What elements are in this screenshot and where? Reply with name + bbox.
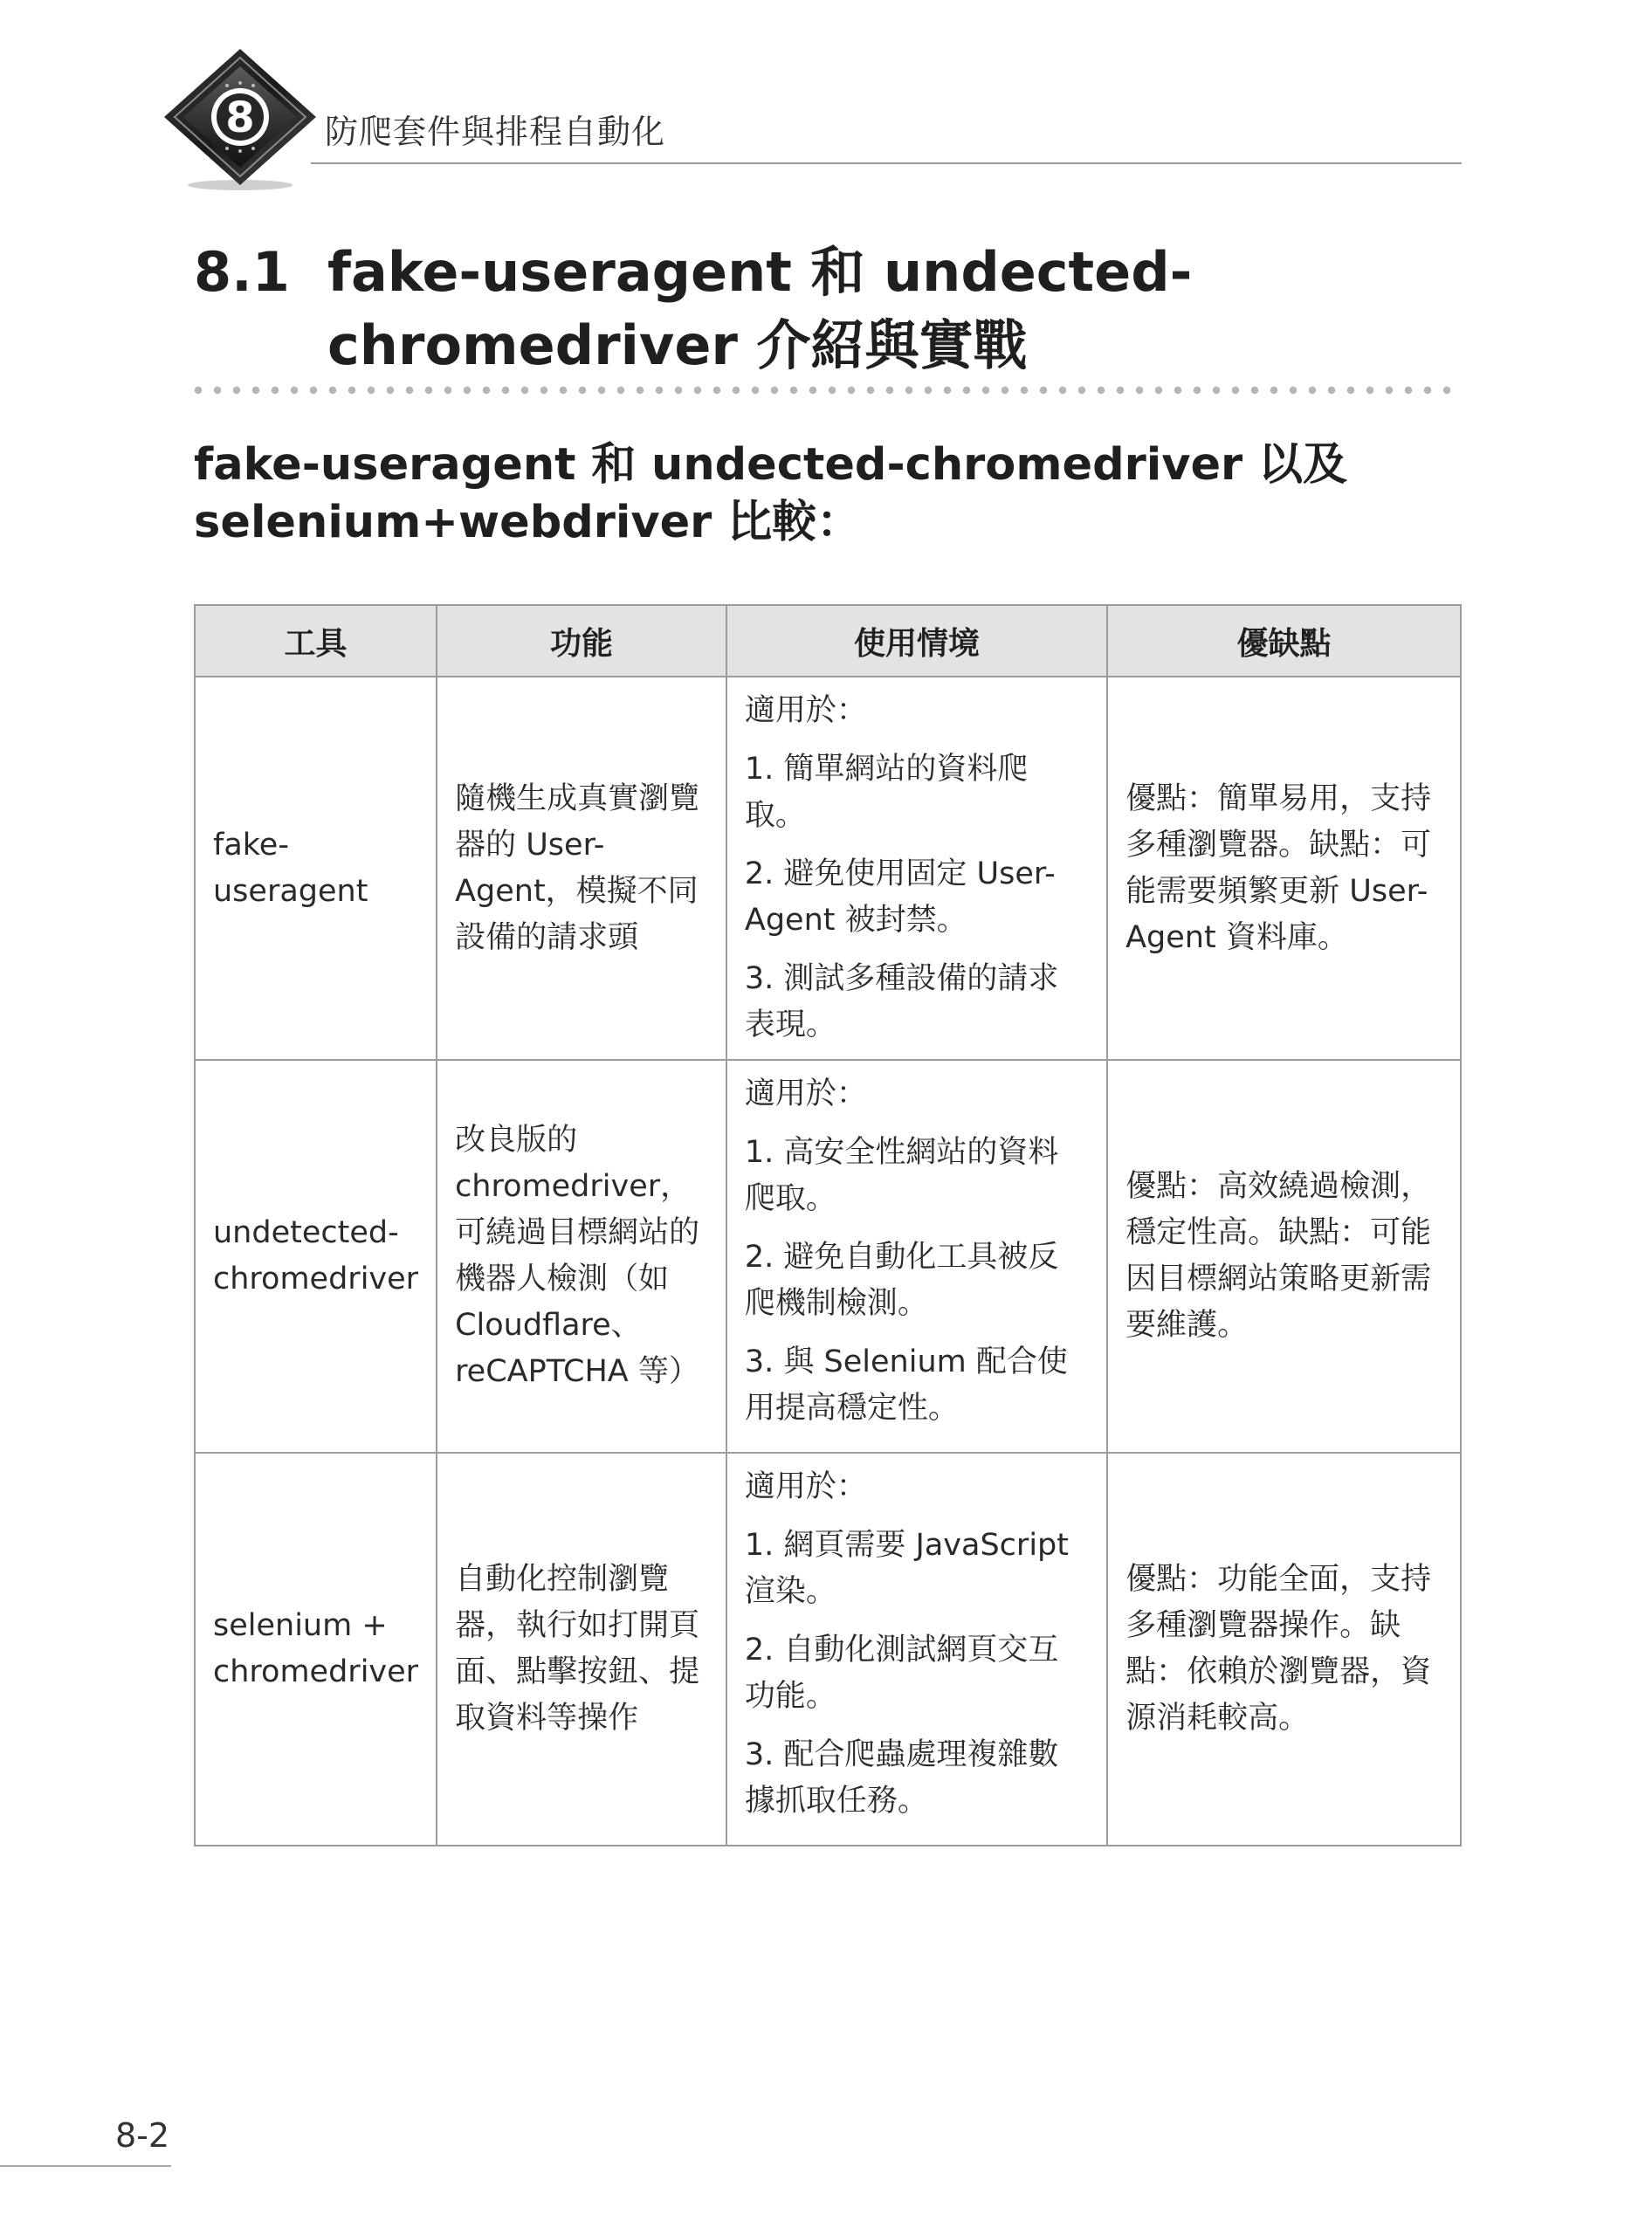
table-row <box>195 1060 1461 1453</box>
dotted-divider <box>194 386 1462 395</box>
pros-cons-cell: 優點：功能全面，支持多種瀏覽器操作。缺點：依賴於瀏覽器，資源消耗較高。 <box>1107 1453 1461 1846</box>
usage-item: 1. 簡單網站的資料爬取。 <box>744 752 1029 833</box>
section-number: 8.1 <box>194 240 290 304</box>
function-cell: 隨機生成真實瀏覽器的 User-Agent，模擬不同設備的請求頭 <box>437 677 726 1060</box>
usage-heading: 適用於： <box>744 1469 867 1504</box>
footer-rule <box>0 2165 171 2167</box>
usage-item: 1. 網頁需要 JavaScript 渲染。 <box>744 1528 1069 1609</box>
usage-item: 3. 測試多種設備的請求表現。 <box>744 961 1059 1042</box>
tool-name-line: fake- <box>213 827 289 863</box>
subheading-line1: fake-useragent 和 undected-chromedriver 以及 <box>194 439 1347 491</box>
header-function: 功能 <box>437 605 726 677</box>
usage-item: 3. 配合爬蟲處理複雜數據抓取任務。 <box>744 1737 1059 1819</box>
header-usage: 使用情境 <box>726 605 1107 677</box>
header-pros-cons: 優缺點 <box>1107 605 1461 677</box>
usage-item: 2. 避免使用固定 User-Agent 被封禁。 <box>744 856 1056 938</box>
tool-name-line: selenium + <box>213 1608 388 1643</box>
table-header-row <box>195 605 1461 677</box>
subheading-line2: selenium+webdriver 比較： <box>194 497 862 548</box>
header-rule <box>311 162 1462 164</box>
usage-cell <box>726 677 1107 1060</box>
usage-item: 2. 避免自動化工具被反爬機制檢測。 <box>744 1240 1059 1321</box>
tool-name-line: chromedriver <box>213 1262 419 1296</box>
pros-cons-cell: 優點：簡單易用，支持多種瀏覽器。缺點：可能需要頻繁更新 User-Agent 資料庫。 <box>1107 677 1461 1060</box>
usage-cell <box>726 1060 1107 1453</box>
comparison-table <box>194 604 1462 1846</box>
usage-item: 1. 高安全性網站的資料爬取。 <box>744 1135 1059 1216</box>
tool-cell <box>195 1453 437 1846</box>
usage-cell <box>726 1453 1107 1846</box>
table-row <box>195 1453 1461 1846</box>
table-row <box>195 677 1461 1060</box>
tool-cell <box>195 677 437 1060</box>
section-title-line1: fake-useragent 和 undected- <box>327 240 1193 304</box>
usage-item: 2. 自動化測試網頁交互功能。 <box>744 1633 1059 1714</box>
usage-item: 3. 與 Selenium 配合使用提高穩定性。 <box>744 1344 1068 1426</box>
function-cell: 改良版的 chromedriver，可繞過目標網站的機器人檢測（如 Cloudflare、reCAPTCHA 等） <box>437 1060 726 1453</box>
chapter-title: 防爬套件與排程自動化 <box>325 113 666 151</box>
section-title <box>194 236 1192 382</box>
tool-name-line: useragent <box>213 873 368 909</box>
chapter-number: 8 <box>225 93 255 142</box>
page-number: 8-2 <box>115 2116 170 2155</box>
usage-heading: 適用於： <box>744 693 867 728</box>
chapter-badge <box>157 45 323 194</box>
subheading <box>194 437 1347 552</box>
tool-name-line: chromedriver <box>213 1654 419 1689</box>
tool-name-line: undetected- <box>213 1215 399 1250</box>
usage-heading: 適用於： <box>744 1076 867 1111</box>
function-cell: 自動化控制瀏覽器，執行如打開頁面、點擊按鈕、提取資料等操作 <box>437 1453 726 1846</box>
header-tool: 工具 <box>195 605 437 677</box>
pros-cons-cell: 優點：高效繞過檢測，穩定性高。缺點：可能因目標網站策略更新需要維護。 <box>1107 1060 1461 1453</box>
tool-cell <box>195 1060 437 1453</box>
section-title-line2: chromedriver 介紹與實戰 <box>327 313 1028 377</box>
